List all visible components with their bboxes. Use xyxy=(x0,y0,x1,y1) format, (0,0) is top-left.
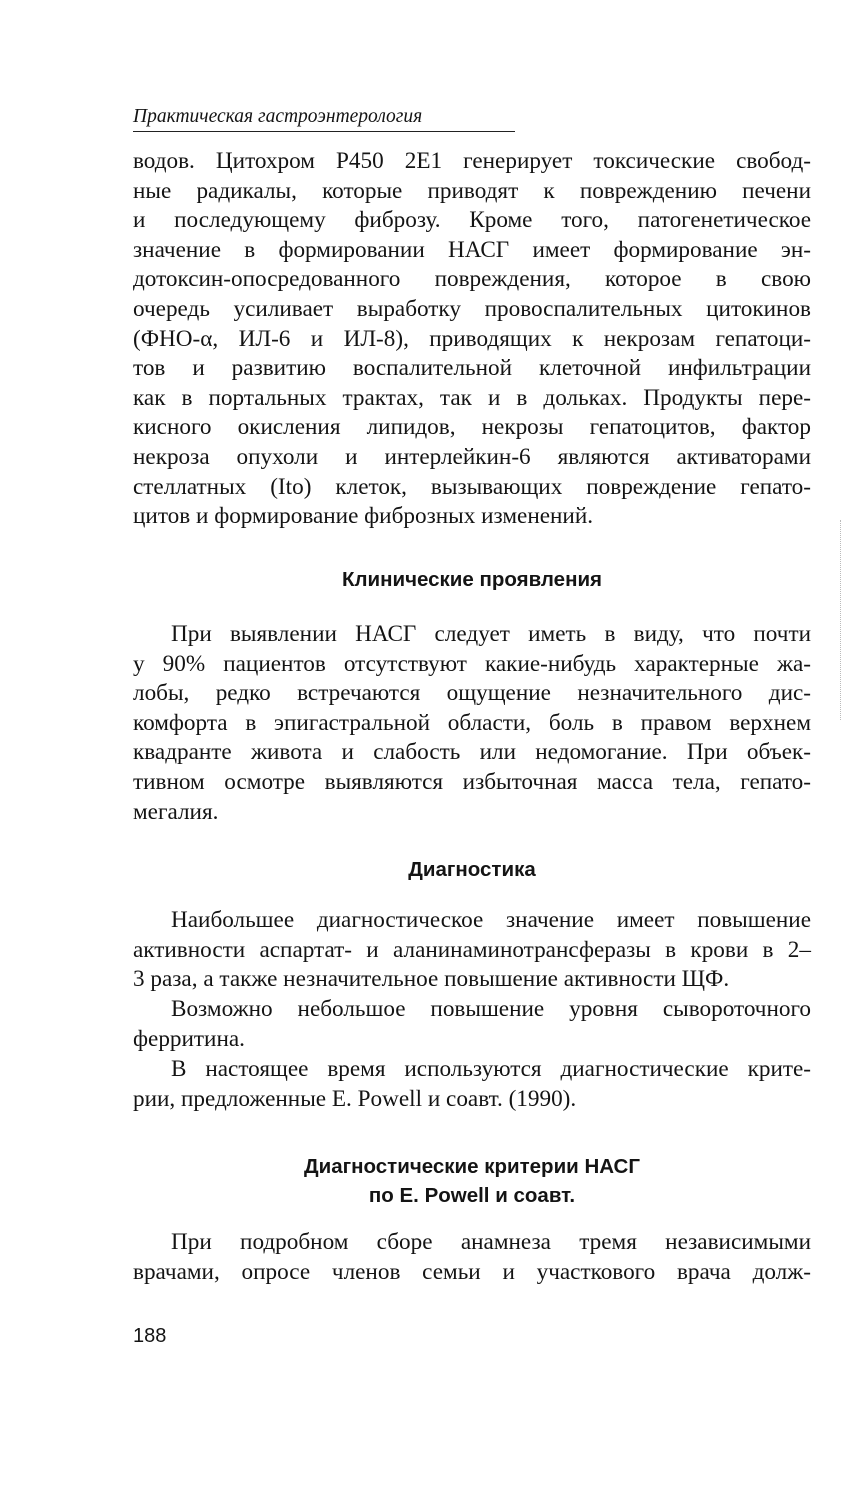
text-line: кисного окисления липидов, некрозы гепатоцитов, фактор xyxy=(133,414,811,441)
section-heading-diagnostics: Диагностика xyxy=(408,858,536,881)
text-line: дотоксин-опосредованного повреждения, которое в свою xyxy=(133,266,811,293)
text-line: очередь усиливает выработку провоспалительных цитокинов xyxy=(133,295,811,322)
text-line: лобы, редко встречаются ощущение незначительного дис- xyxy=(133,680,811,707)
text-line: 3 раза, а также незначительное повышение активности ЩФ. xyxy=(133,966,730,993)
text-line: врачами, опросе членов семьи и участкового врача долж- xyxy=(133,1258,811,1285)
text-line: В настоящее время используются диагностические крите- xyxy=(171,1056,811,1082)
text-line: Возможно небольшое повышение уровня сывороточного xyxy=(171,996,811,1022)
text-line: ные радикалы, которые приводят к повреждению печени xyxy=(133,177,811,204)
text-line: тивном осмотре выявляются избыточная масса тела, гепато- xyxy=(133,768,811,795)
paragraph-clinical xyxy=(133,620,811,827)
text-line: как в портальных трактах, так и в дольках. Продукты пере- xyxy=(133,384,811,411)
text-line: стеллатных (Ito) клеток, вызывающих повреждение гепато- xyxy=(133,473,811,500)
text-line: При подробном сборе анамнеза тремя независимыми xyxy=(171,1229,811,1255)
text-line: ферритина. xyxy=(133,1025,245,1052)
text-line: некроза опухоли и интерлейкин-6 являются активаторами xyxy=(133,443,811,470)
text-line: водов. Цитохром Р450 2Е1 генерирует токсические свобод- xyxy=(133,148,811,174)
page-number: 188 xyxy=(133,1325,167,1347)
paragraph-anamnesis xyxy=(133,1228,811,1287)
text-line: тов и развитию воспалительной клеточной инфильтрации xyxy=(133,355,811,382)
paragraph-diagnostics xyxy=(133,906,811,995)
text-line: цитов и формирование фиброзных изменений. xyxy=(133,503,594,530)
text-line: квадранте живота и слабость или недомогание. При объек- xyxy=(133,739,811,766)
text-line: мегалия. xyxy=(133,798,219,825)
paragraph-ferritin xyxy=(133,995,811,1054)
text-line: значение в формировании НАСГ имеет формирование эн- xyxy=(133,236,811,263)
paragraph-mechanism xyxy=(133,147,811,532)
heading-line: Диагностические критерии НАСГ xyxy=(304,1155,640,1178)
text-line: и последующему фиброзу. Кроме того, патогенетическое xyxy=(133,207,811,234)
text-line: При выявлении НАСГ следует иметь в виду, что почти xyxy=(171,621,811,647)
section-heading-criteria xyxy=(133,1152,811,1210)
scan-margin-marks xyxy=(840,520,844,720)
heading-line: по E. Powell и соавт. xyxy=(368,1184,576,1207)
paragraph-criteria-intro xyxy=(133,1055,811,1114)
text-line: Наибольшее диагностическое значение имеет повышение xyxy=(171,907,811,933)
text-line: активности аспартат- и аланинаминотрансферазы в крови в 2– xyxy=(133,936,811,963)
text-line: у 90% пациентов отсутствуют какие-нибудь характерные жа- xyxy=(133,650,811,677)
text-line: комфорта в эпигастральной области, боль в правом верхнем xyxy=(133,709,811,736)
running-head: Практическая гастроэнтерология xyxy=(133,105,515,132)
text-line: рии, предложенные E. Powell и соавт. (1990). xyxy=(133,1085,577,1112)
section-heading-clinical: Клинические проявления xyxy=(341,568,603,591)
text-line: (ФНО-α, ИЛ-6 и ИЛ-8), приводящих к некрозам гепатоци- xyxy=(133,325,811,352)
